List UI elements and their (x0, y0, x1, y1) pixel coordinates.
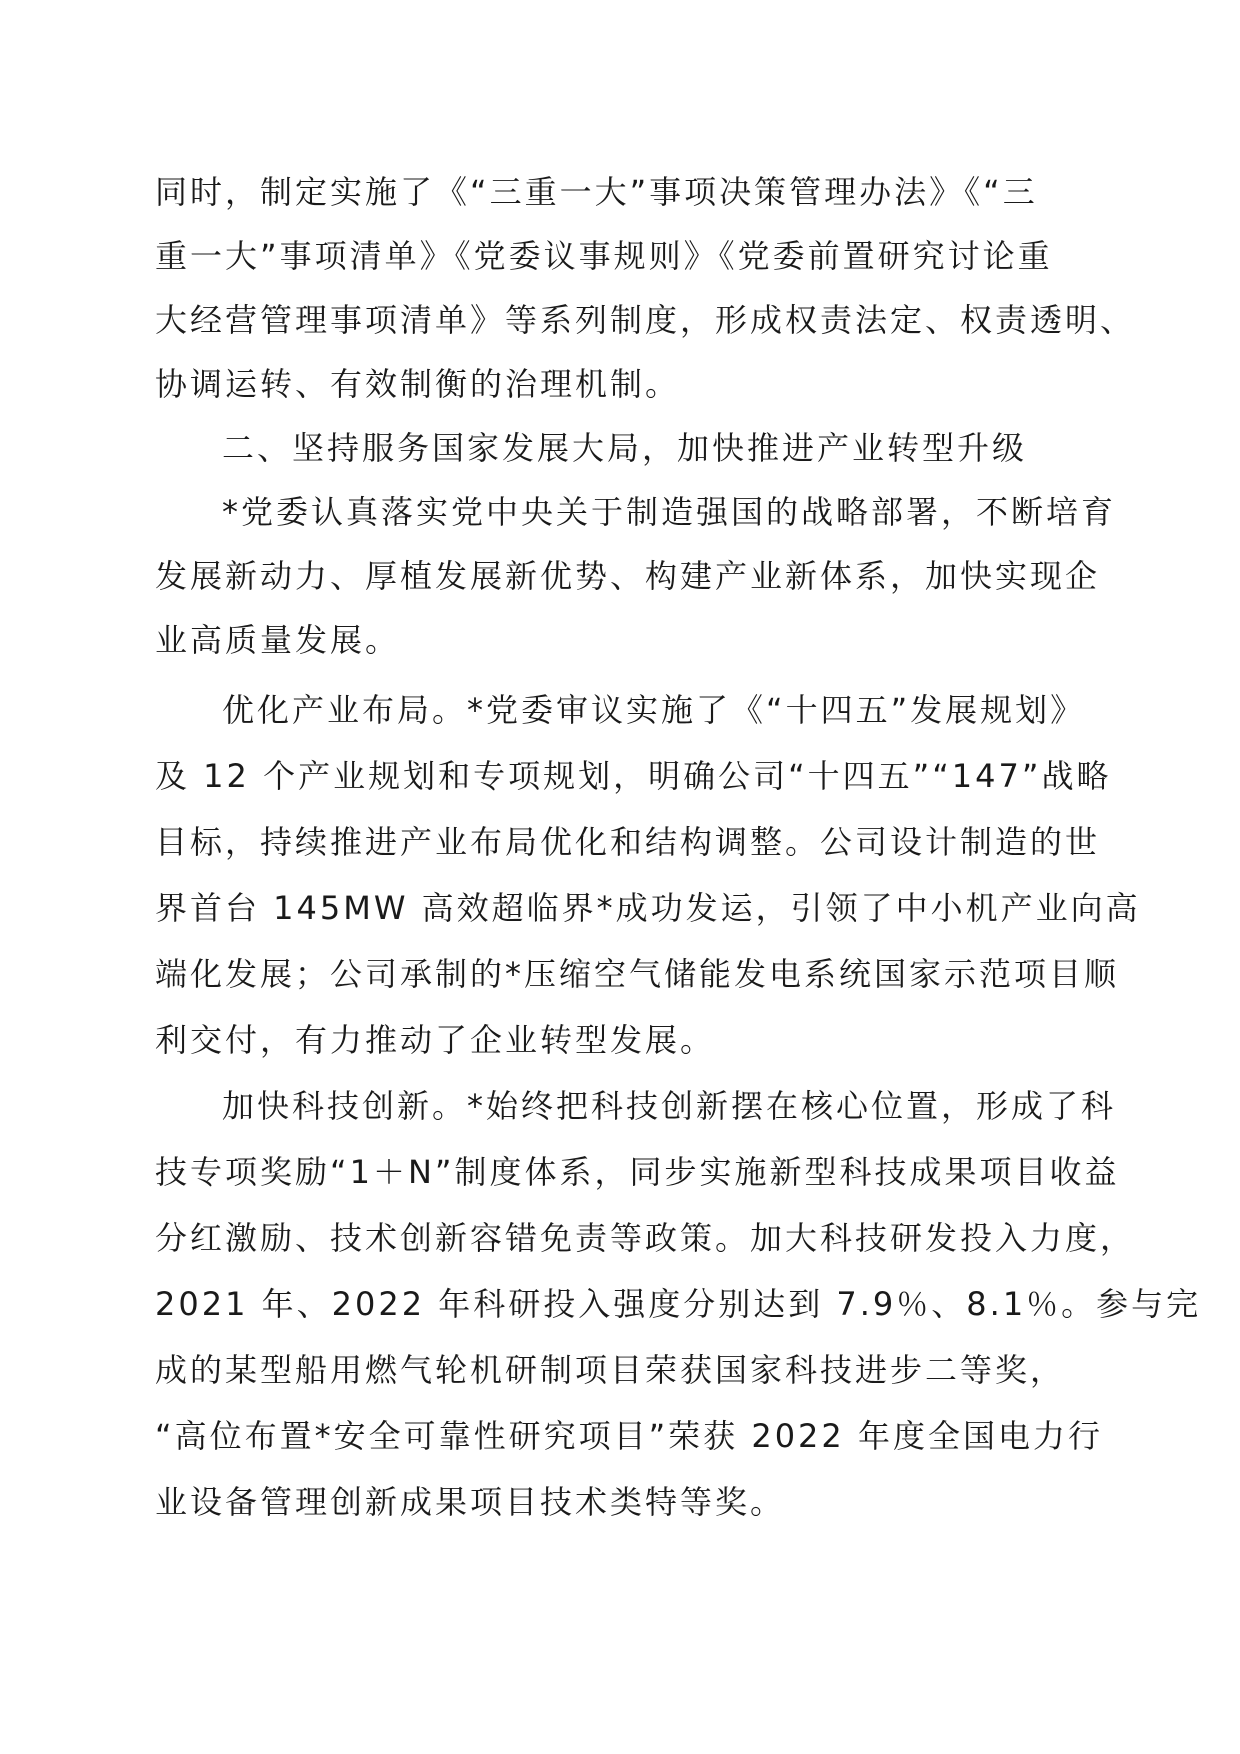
text-line-8: 业高质量发展。 (155, 621, 401, 659)
section-heading: 二、坚持服务国家发展大局，加快推进产业转型升级 (222, 429, 1028, 467)
text-line-20: “高位布置*安全可靠性研究项目”荣获 2022 年度全国电力行 (155, 1417, 1103, 1455)
text-line-11: 目标，持续推进产业布局优化和结构调整。公司设计制造的世 (155, 823, 1101, 861)
text-line-17: 分红激励、技术创新容错免责等政策。加大科技研发投入力度， (155, 1219, 1136, 1257)
text-line-6: *党委认真落实党中央关于制造强国的战略部署，不断培育 (222, 493, 1117, 531)
text-line-4: 协调运转、有效制衡的治理机制。 (155, 365, 681, 403)
text-line-16: 技专项奖励“1＋N”制度体系，同步实施新型科技成果项目收益 (155, 1153, 1120, 1191)
text-line-14: 利交付，有力推动了企业转型发展。 (155, 1021, 716, 1059)
text-line-7: 发展新动力、厚植发展新优势、构建产业新体系，加快实现企 (155, 557, 1101, 595)
text-line-3: 大经营管理事项清单》等系列制度，形成权责法定、权责透明、 (155, 301, 1136, 339)
text-line-10: 及 12 个产业规划和专项规划，明确公司“十四五”“147”战略 (155, 757, 1112, 795)
text-line-19: 成的某型船用燃气轮机研制项目荣获国家科技进步二等奖， (155, 1351, 1066, 1389)
text-line-1: 同时，制定实施了《“三重一大”事项决策管理办法》《“三 (155, 173, 1038, 211)
text-line-9: 优化产业布局。*党委审议实施了《“十四五”发展规划》 (222, 691, 1086, 729)
text-line-13: 端化发展；公司承制的*压缩空气储能发电系统国家示范项目顺 (155, 955, 1120, 993)
text-line-15: 加快科技创新。*始终把科技创新摆在核心位置，形成了科 (222, 1087, 1117, 1125)
text-line-21: 业设备管理创新成果项目技术类特等奖。 (155, 1483, 786, 1521)
text-line-12: 界首台 145MW 高效超临界*成功发运，引领了中小机产业向高 (155, 889, 1141, 927)
text-line-18: 2021 年、2022 年科研投入强度分别达到 7.9％、8.1％。参与完 (155, 1285, 1202, 1323)
text-line-2: 重一大”事项清单》《党委议事规则》《党委前置研究讨论重 (155, 237, 1053, 275)
